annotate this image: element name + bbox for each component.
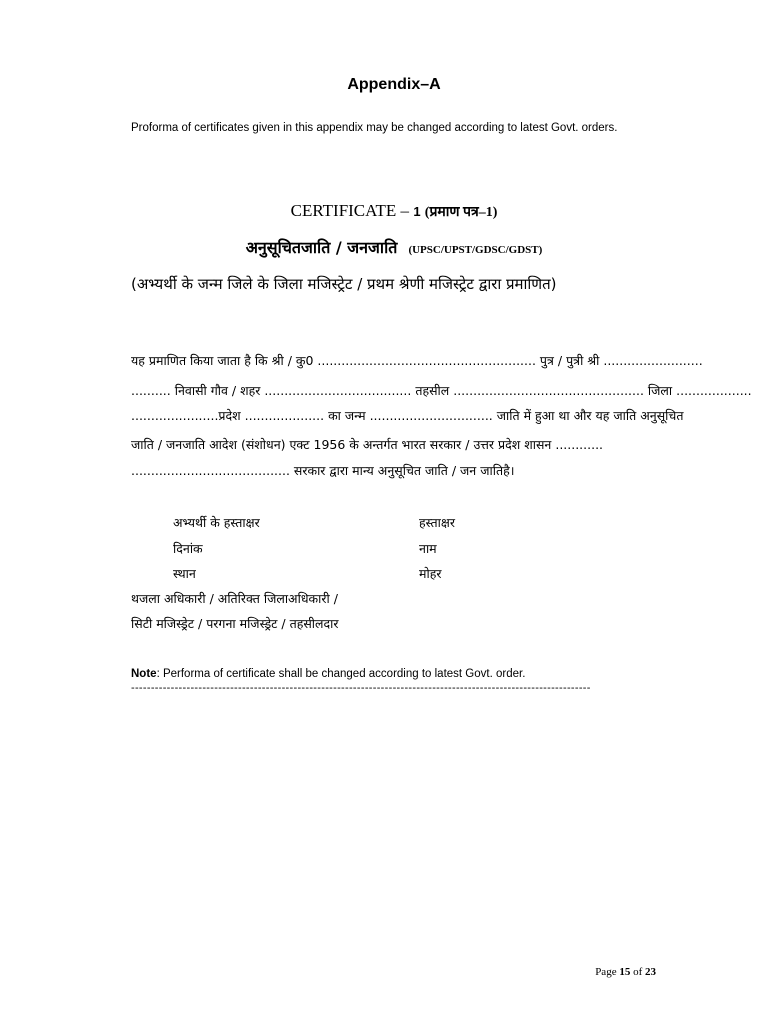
- page-total: 23: [645, 966, 656, 978]
- page-title: Appendix–A: [347, 76, 441, 93]
- category-codes: (UPSC/UPST/GDSC/GDST): [408, 244, 543, 256]
- page-prefix: Page: [595, 966, 617, 978]
- page-of: of: [633, 966, 643, 978]
- certificate-title: [0, 201, 770, 221]
- certificate-title-label: CERTIFICATE –: [290, 201, 410, 220]
- category-hindi: अनुसूचितजाति / जनजाति: [245, 238, 398, 257]
- note-text: [131, 668, 525, 680]
- body-line: जाति / जनजाति आदेश (संशोधन) एक्ट 1956 के अन्तर्गत भारत सरकार / उत्तर प्रदेश शासन ............: [131, 437, 604, 452]
- body-line: ......................प्रदेश .................... का जन्म ............................... जाति में हुआ था और यह जाति अनुसूचित: [131, 408, 684, 423]
- body-line: यह प्रमाणित किया जाता है कि श्री / कु0 ....................................................... पुत्र / पुत्री श्री .........................: [131, 353, 703, 368]
- candidate-signature-label: अभ्यर्थी के हस्ताक्षर: [173, 515, 260, 530]
- officer-line: थजला अधिकारी / अतिरिक्त जिलाअधिकारी /: [131, 591, 338, 606]
- page-current: 15: [619, 966, 631, 978]
- dashed-divider: --------------------------------------------------------------------------------------------------------------------: [131, 682, 591, 694]
- body-line: .......... निवासी गौव / शहर ..................................... तहसील ................................................ जिला ...................: [131, 383, 752, 398]
- page-number: [595, 966, 656, 978]
- body-line: ........................................ सरकार द्वारा मान्य अनुसूचित जाति / जन जातिहै।: [131, 463, 515, 478]
- certificate-number: 1: [413, 204, 421, 219]
- name-label: नाम: [419, 541, 437, 556]
- officer-line: सिटी मजिस्ड्रेट / परगना मजिस्ड्रेट / तहसीलदार: [131, 616, 339, 631]
- certificate-hindi-title: (प्रमाण पत्र–1): [424, 205, 498, 220]
- intro-text: Proforma of certificates given in this appendix may be changed according to latest Govt. orders.: [131, 122, 618, 134]
- category-heading: [0, 236, 770, 258]
- place-label: स्थान: [173, 566, 196, 581]
- note-label: Note: [131, 668, 157, 680]
- seal-label: मोहर: [419, 566, 442, 581]
- date-label: दिनांक: [173, 541, 203, 556]
- note-body: : Performa of certificate shall be changed according to latest Govt. order.: [156, 668, 526, 680]
- attestation-line: (अभ्यर्थी के जन्म जिले के जिला मजिस्ट्रेट / प्रथम श्रेणी मजिस्ट्रेट द्वारा प्रमाणित): [131, 275, 557, 293]
- signature-label: हस्ताक्षर: [419, 515, 455, 530]
